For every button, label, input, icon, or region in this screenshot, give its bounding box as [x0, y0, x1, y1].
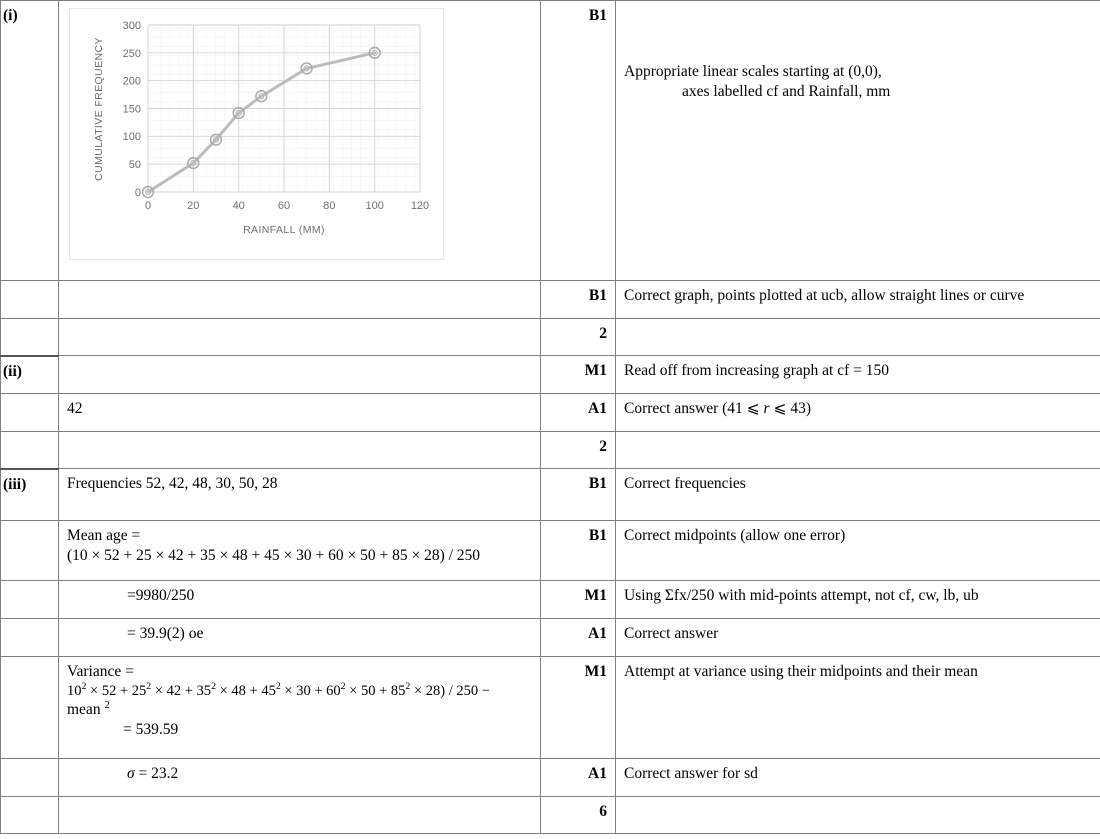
part-label-iii-text: (iii): [3, 475, 27, 493]
note-cell-blank-1: [616, 319, 1100, 356]
mark-cell-total-2a: [541, 319, 616, 356]
cumulative-frequency-chart: [69, 8, 444, 260]
note-cell-correct-answer: Correct answer: [616, 619, 1100, 657]
mark-value: B1: [588, 287, 607, 304]
chart-y-tick-labels: [123, 20, 141, 199]
mark-cell-m1-variance: [541, 657, 616, 759]
note-cell-readoff: Read off from increasing graph at cf = 150: [616, 356, 1100, 394]
mark-value: M1: [584, 362, 607, 379]
table-row: [1, 619, 1100, 657]
svg-text:60: 60: [277, 200, 291, 212]
working-cell-blank-4: [59, 432, 541, 469]
mark-cell-b1-frequencies: [541, 469, 616, 521]
svg-text:0: 0: [144, 200, 152, 212]
part-label-blank-4: [1, 432, 59, 469]
note-range-pre: Correct answer (41 ⩽: [624, 400, 764, 417]
note-cell-blank-2: [616, 432, 1100, 469]
working-cell-answer-42: 42: [59, 394, 541, 432]
note-cell-correct-frequencies: Correct frequencies: [616, 469, 1100, 521]
mark-value: A1: [588, 765, 607, 782]
mark-value: 6: [599, 803, 607, 820]
part-label-iii: [1, 469, 59, 521]
note-cell-correct-sd: Correct answer for sd: [616, 759, 1100, 797]
mark-cell-a1-answer: [541, 394, 616, 432]
working-cell-blank-5: [59, 797, 541, 834]
table-row: [1, 521, 1100, 581]
note-range-variable: r: [763, 400, 770, 417]
chart-x-axis-title: RAINFALL (MM): [243, 224, 325, 236]
note-range-post: ⩽ 43): [769, 400, 811, 417]
variance-mean-squared: mean $^2$: [67, 700, 110, 719]
variance-mean-label: mean: [67, 701, 101, 719]
mark-value: M1: [584, 587, 607, 604]
table-row: [1, 394, 1100, 432]
working-cell-blank-3: [59, 356, 541, 394]
svg-text:300: 300: [122, 20, 141, 32]
table-row: [1, 657, 1100, 759]
working-cell-sigma: [59, 759, 541, 797]
mark-value: A1: [588, 400, 607, 417]
mark-cell-b1-scales: [541, 1, 616, 281]
working-cell-blank-2: [59, 319, 541, 356]
part-label-blank-2: [1, 319, 59, 356]
part-label-blank-5: [1, 521, 59, 581]
mean-value-text: = 39.9(2) oe: [127, 625, 204, 642]
note-cell-variance-attempt: Attempt at variance using their midpoints and their mean: [616, 657, 1100, 759]
note-cell-sigma-fx: Using Σfx/250 with mid-points attempt, not cf, cw, lb, ub: [616, 581, 1100, 619]
table-row: [1, 356, 1100, 394]
sigma-value-text: σ = 23.2: [127, 765, 179, 782]
variance-expression: $10^2 \times 52 + 25^2 \times 42 + 35^2 \times 48 + 45^2 \times 30 + 60^2 \times 50 + 85^2 \times 28) / 250$ −: [67, 681, 490, 699]
note-cell-correct-graph: Correct graph, points plotted at ucb, allow straight lines or curve: [616, 281, 1100, 319]
svg-text:120: 120: [410, 200, 430, 212]
variance-value: = 539.59: [123, 721, 179, 739]
chart-svg: [70, 9, 443, 259]
mark-cell-m1-sigmafx: [541, 581, 616, 619]
table-row: [1, 797, 1100, 834]
part-label-blank-1: [1, 281, 59, 319]
note-scales-line2: axes labelled cf and Rainfall, mm: [682, 82, 891, 100]
mark-value: 2: [599, 438, 607, 455]
svg-text:80: 80: [323, 200, 336, 212]
part-label-blank-9: [1, 759, 59, 797]
table-row: [1, 759, 1100, 797]
mark-value: A1: [588, 625, 607, 642]
part-label-blank-3: [1, 394, 59, 432]
part-label-ii-text: (ii): [3, 362, 22, 380]
note-scales-line1: Appropriate linear scales starting at (0,0),: [624, 63, 882, 80]
mark-value: B1: [588, 7, 607, 24]
mark-value: 2: [599, 325, 607, 342]
svg-text:50: 50: [128, 159, 141, 171]
note-cell-correct-midpoints: Correct midpoints (allow one error): [616, 521, 1100, 581]
svg-text:200: 200: [122, 75, 141, 88]
svg-text:250: 250: [122, 47, 141, 60]
part-label-i-text: (i): [3, 7, 18, 24]
svg-text:150: 150: [122, 103, 141, 116]
mark-cell-a1-sd: [541, 759, 616, 797]
note-cell-scales: [616, 1, 1100, 281]
mark-cell-b1-graph: [541, 281, 616, 319]
part-label-blank-7: [1, 619, 59, 657]
table-row: [1, 1, 1100, 281]
mark-cell-total-2b: [541, 432, 616, 469]
note-cell-blank-3: [616, 797, 1100, 834]
table-row: [1, 469, 1100, 521]
working-cell-mean-value: [59, 619, 541, 657]
table-row: [1, 432, 1100, 469]
mark-cell-a1-mean: [541, 619, 616, 657]
working-cell-mean-age: [59, 521, 541, 581]
mean-fraction-text: =9980/250: [127, 587, 195, 604]
part-label-blank-8: [1, 657, 59, 759]
working-cell-blank-1: [59, 281, 541, 319]
working-cell-frequencies: Frequencies 52, 42, 48, 30, 50, 28: [59, 469, 541, 521]
svg-text:0: 0: [134, 187, 141, 199]
svg-text:100: 100: [365, 200, 384, 212]
mark-cell-total-6: [541, 797, 616, 834]
svg-text:40: 40: [232, 200, 245, 212]
mark-cell-b1-midpoints: [541, 521, 616, 581]
part-label-i: [1, 1, 59, 281]
note-cell-correct-range: [616, 394, 1100, 432]
table-row: [1, 581, 1100, 619]
variance-heading: Variance =: [67, 663, 134, 680]
mark-value: B1: [588, 527, 607, 544]
table-row: [1, 281, 1100, 319]
part-label-blank-10: [1, 797, 59, 834]
part-label-blank-6: [1, 581, 59, 619]
working-cell-mean-fraction: [59, 581, 541, 619]
working-cell-variance: [59, 657, 541, 759]
mark-value: B1: [588, 475, 607, 492]
mean-age-heading: Mean age =: [67, 527, 141, 544]
chart-y-axis-title: CUMULATIVE FREQUENCY: [93, 37, 105, 181]
working-cell-graph: [59, 1, 541, 281]
mean-age-expression: (10 × 52 + 25 × 42 + 35 × 48 + 45 × 30 + 60 × 50 + 85 × 28) / 250: [67, 546, 481, 564]
svg-text:20: 20: [187, 200, 200, 212]
part-label-ii: [1, 356, 59, 394]
table-row: [1, 319, 1100, 356]
chart-x-tick-labels: [145, 200, 429, 212]
mark-value: M1: [584, 663, 607, 680]
mark-cell-m1-readoff: [541, 356, 616, 394]
svg-text:100: 100: [122, 131, 141, 144]
